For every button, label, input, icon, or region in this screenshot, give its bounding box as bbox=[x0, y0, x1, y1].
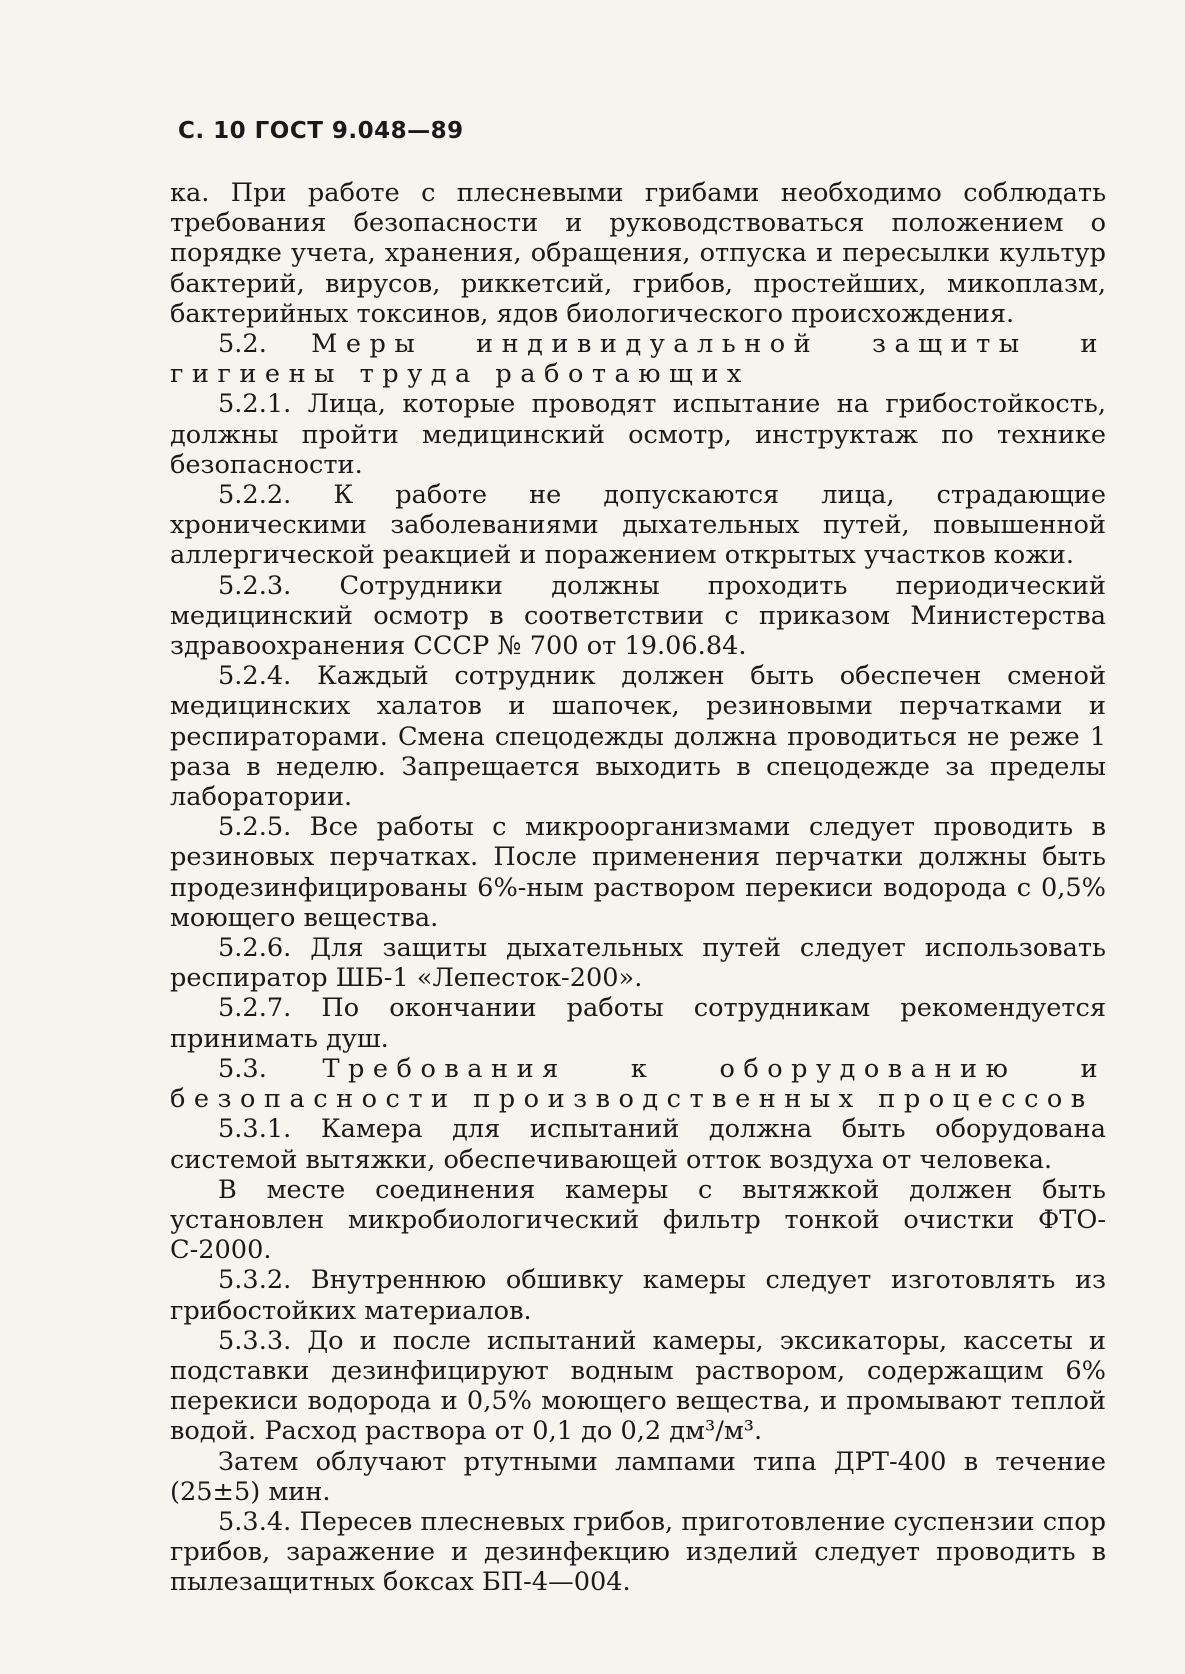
paragraph: 5.2.3. Сотрудники должны проходить периодический медицинский осмотр в соответствии с приказом Министерства здравоохранения СССР № 700 от 19.06.84. bbox=[170, 570, 1106, 662]
section-number: 5.3. bbox=[218, 1053, 267, 1084]
paragraph: 5.2.5. Все работы с микроорганизмами следует проводить в резиновых перчатках. После применения перчатки должны быть продезинфицированы 6%-ным раствором перекиси водорода с 0,5% моющего вещества. bbox=[170, 812, 1106, 933]
paragraph: 5.3.2. Внутреннюю обшивку камеры следует изготовлять из грибостойких материалов. bbox=[170, 1265, 1106, 1326]
paragraph: 5.2.4. Каждый сотрудник должен быть обеспечен сменой медицинских халатов и шапочек, резиновыми перчатками и респираторами. Смена спецодежды должна проводиться не реже 1 раза в неделю. Запрещается выходить в спецодежде за пределы лаборатории. bbox=[170, 661, 1106, 813]
paragraph: 5.3.3. До и после испытаний камеры, эксикаторы, кассеты и подставки дезинфицируют водным раствором, содержащим 6% перекиси водорода и 0,5% моющего вещества, и промывают теплой водой. Расход раствора от 0,1 до 0,2 дм³/м³. bbox=[170, 1325, 1106, 1447]
page-header: С. 10 ГОСТ 9.048—89 bbox=[178, 118, 464, 144]
section-title: Меры индивидуальной защиты и гигиены труда работающих bbox=[170, 329, 1106, 390]
paragraph: 5.3.4. Пересев плесневых грибов, приготовление суспензии спор грибов, заражение и дезинфекцию изделий следует проводить в пылезащитных боксах БП-4—004. bbox=[170, 1506, 1106, 1598]
paragraph: В месте соединения камеры с вытяжкой должен быть установлен микробиологический фильтр тонкой очистки ФТО-С-2000. bbox=[170, 1174, 1106, 1266]
paragraph: 5.2.1. Лица, которые проводят испытание на грибостойкость, должны пройти медицинский осмотр, инструктаж по технике безопасности. bbox=[170, 389, 1106, 480]
document-body bbox=[170, 178, 1106, 1598]
section-title: Требования к оборудованию и безопасности производственных процессов bbox=[170, 1053, 1106, 1115]
paragraph: 5.2.6. Для защиты дыхательных путей следует использовать респиратор ШБ-1 «Лепесток-200». bbox=[170, 933, 1106, 994]
paragraph: ка. При работе с плесневыми грибами необходимо соблюдать требования безопасности и руководствоваться положением о порядке учета, хранения, обращения, отпуска и пересылки культур бактерий, вирусов, риккетсий, грибов, простейших, микоплазм, бактерийных токсинов, ядов биологического происхождения. bbox=[170, 178, 1106, 329]
paragraph: Затем облучают ртутными лампами типа ДРТ-400 в течение (25±5) мин. bbox=[170, 1446, 1106, 1507]
paragraph: 5.2.2. К работе не допускаются лица, страдающие хроническими заболеваниями дыхательных путей, повышенной аллергической реакцией и поражением открытых участков кожи. bbox=[170, 480, 1106, 571]
section-heading-5-2 bbox=[170, 329, 1106, 389]
section-heading-5-3 bbox=[170, 1054, 1106, 1114]
paragraph: 5.2.7. По окончании работы сотрудникам рекомендуется принимать душ. bbox=[170, 993, 1106, 1054]
section-number: 5.2. bbox=[218, 329, 267, 360]
paragraph: 5.3.1. Камера для испытаний должна быть оборудована системой вытяжки, обеспечивающей отток воздуха от человека. bbox=[170, 1114, 1106, 1175]
